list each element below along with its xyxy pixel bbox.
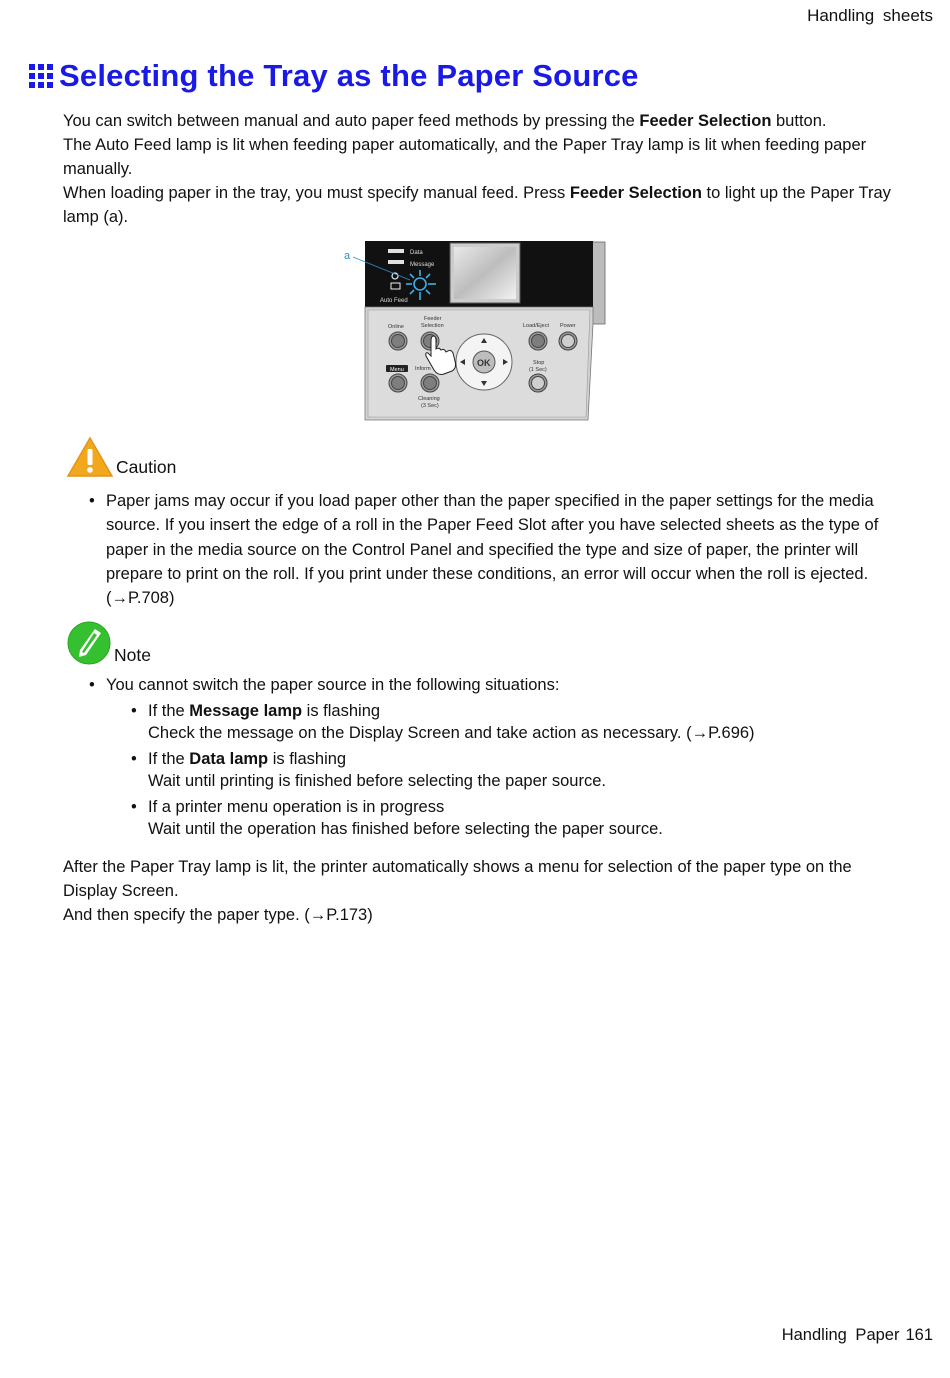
page-title: Selecting the Tray as the Paper Source — [59, 58, 639, 93]
note-pencil-icon — [66, 620, 112, 666]
footer-chapter: Handling Paper — [781, 1326, 900, 1344]
message-lamp-label: Message — [410, 262, 435, 268]
feeder-selection-term: Feeder Selection — [639, 112, 772, 130]
control-panel-illustration — [340, 240, 610, 425]
load-eject-label: Load/Eject — [523, 323, 549, 329]
auto-feed-lamp-label: Auto Feed — [380, 298, 408, 304]
page-number: 161 — [905, 1326, 933, 1344]
intro-paragraph-2 — [63, 181, 893, 229]
intro-text: You can switch between manual and auto paper feed methods by pressing the — [63, 112, 640, 130]
subitem-text: is flashing — [268, 750, 347, 768]
title-row — [28, 58, 639, 94]
stop-label-1: Stop — [533, 360, 545, 366]
subitem-text: is flashing — [302, 702, 381, 720]
stop-label-2: (1 Sec) — [529, 367, 547, 373]
menu-label: Menu — [390, 367, 404, 373]
subitem-text: If a printer menu operation is in progress — [148, 798, 445, 816]
intro-text: The Auto Feed lamp is lit when feeding paper automatically, and the Paper Tray lamp is lit when feeding paper manually. — [63, 136, 867, 178]
caution-text: Paper jams may occur if you load paper other than the paper specified in the paper settings for the media source. If you insert the edge of a roll in the Paper Feed Slot after you have selected sheets as the type of paper in the media source on the Control Panel and specified the type and size of paper, the printer will prepare to print on the roll. If you print under these conditions, an error will occur when the roll is ejected. (→P.708) — [106, 492, 879, 608]
note-label: Note — [114, 645, 151, 665]
subitem-detail: Check the message on the Display Screen and take action as necessary. (→P.696) — [148, 724, 755, 742]
bullet-dot: • — [131, 750, 137, 768]
power-label: Power — [560, 323, 576, 329]
bullet-dot: • — [131, 702, 137, 720]
feeder-label-1: Feeder — [424, 316, 442, 322]
note-subitem — [131, 796, 868, 840]
cleaning-label-2: (3 Sec) — [421, 403, 439, 409]
subitem-detail: Wait until the operation has finished before selecting the paper source. — [148, 820, 663, 838]
bullet-dot: • — [89, 492, 95, 510]
page-footer — [782, 1326, 933, 1345]
bullet-dot: • — [131, 798, 137, 816]
outro-paragraph — [63, 855, 893, 927]
message-lamp-term: Message lamp — [189, 702, 303, 720]
note-subitem — [131, 748, 868, 792]
feeder-label-2: Selection — [421, 323, 444, 329]
caution-header — [66, 436, 176, 478]
subitem-detail: Wait until printing is finished before selecting the paper source. — [148, 772, 606, 790]
caution-item — [89, 489, 881, 610]
info-label: Inform — [415, 366, 431, 372]
note-text: You cannot switch the paper source in the following situations: — [106, 676, 560, 694]
running-header: Handling sheets — [807, 6, 933, 25]
intro-text: to light up the Paper Tray lamp (a). — [63, 184, 891, 226]
subitem-text: If the — [148, 750, 190, 768]
intro-text: button. — [771, 112, 827, 130]
ok-label: OK — [477, 358, 491, 368]
outro-text: After the Paper Tray lamp is lit, the printer automatically shows a menu for selection of the paper type on the Display Screen. — [63, 858, 852, 900]
online-label: Online — [388, 324, 404, 330]
outro-link-text: And then specify the paper type. (→P.173) — [63, 906, 373, 924]
section-grid-icon — [28, 63, 54, 89]
note-header — [66, 620, 151, 666]
data-lamp-label: Data — [410, 250, 423, 256]
intro-paragraph-1 — [63, 109, 893, 181]
caution-label: Caution — [116, 457, 177, 477]
caution-warning-icon — [66, 436, 114, 478]
bullet-dot: • — [89, 676, 95, 694]
callout-a: a — [344, 250, 351, 262]
feeder-selection-term: Feeder Selection — [569, 184, 702, 202]
note-item — [89, 673, 881, 697]
subitem-text: If the — [148, 702, 190, 720]
cleaning-label-1: Cleaning — [418, 396, 440, 402]
intro-text: When loading paper in the tray, you must specify manual feed. Press — [63, 184, 570, 202]
data-lamp-term: Data lamp — [189, 750, 269, 768]
note-subitem — [131, 700, 868, 744]
